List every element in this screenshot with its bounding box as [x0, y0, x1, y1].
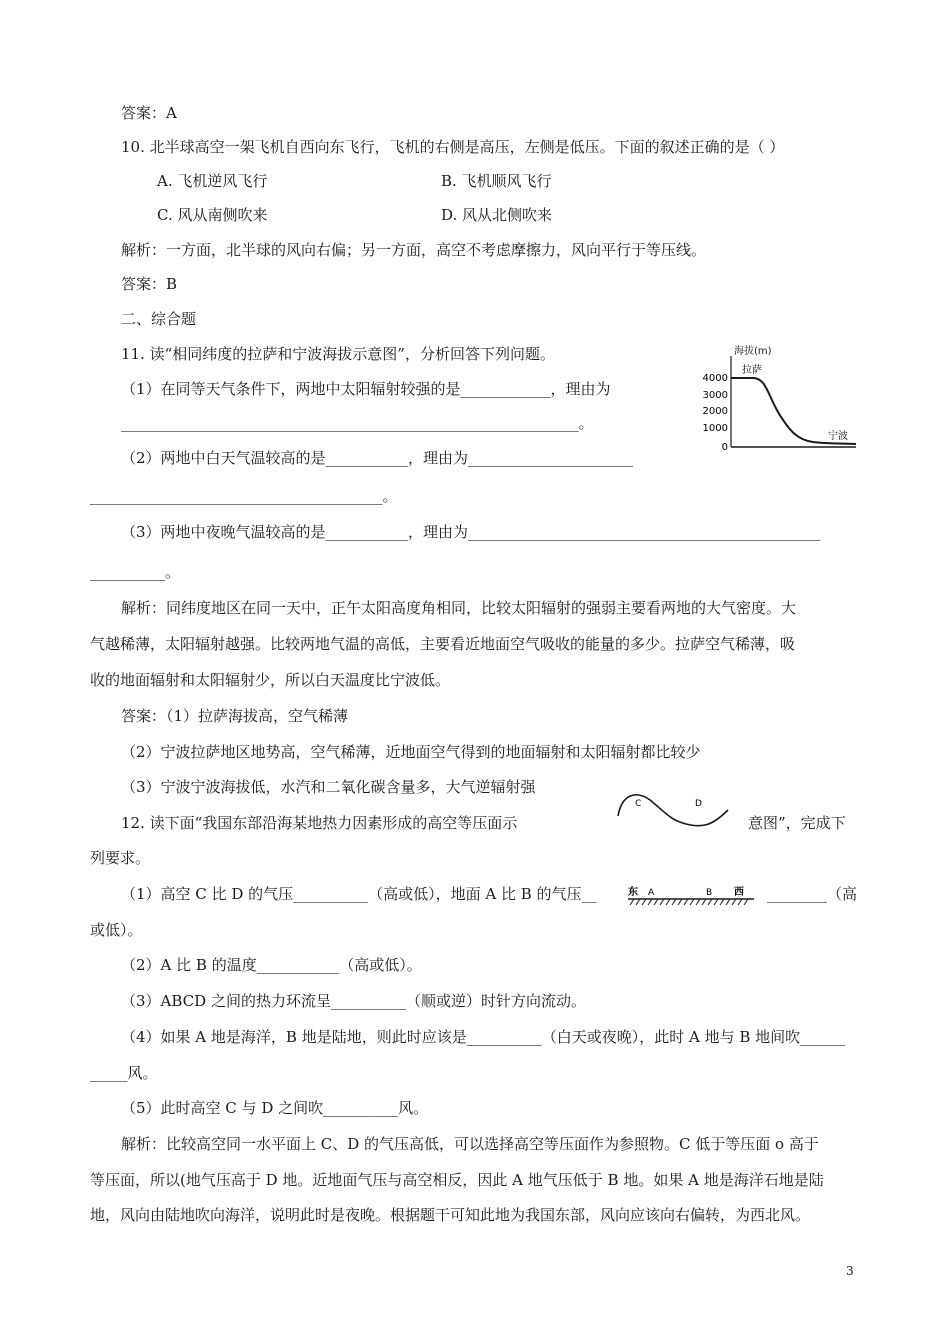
q12-part5: （5）此时高空 C 与 D 之间吹__________风。: [121, 1099, 429, 1117]
q11-part2: （2）两地中白天气温较高的是___________，理由为______________________: [121, 449, 634, 467]
q11-part2-cont: _______________________________________。: [90, 487, 398, 505]
q9-answer: 答案：A: [121, 104, 177, 122]
q11-analysis-line: 解析：同纬度地区在同一天中，正午太阳高度角相同，比较太阳辐射的强弱主要看两地的大气密度。大: [121, 599, 797, 617]
q10-analysis: 解析：一方面，北半球的风向右偏；另一方面，高空不考虑摩擦力，风向平行于等压线。: [121, 241, 707, 259]
ningbo-label: 宁波: [828, 431, 848, 442]
y-axis-label: 海拔(m): [734, 346, 772, 357]
q10-stem: 10. 北半球高空一架飞机自西向东飞行，飞机的右侧是高压，左侧是低压。下面的叙述正确的是（ ）: [121, 138, 785, 156]
ground-diagram: [626, 883, 761, 907]
isobar-diagram: [610, 786, 740, 836]
q12-part4-cont: _____风。: [90, 1064, 158, 1082]
q10-answer: 答案：B: [121, 275, 178, 293]
q12-analysis-line: 等压面，所以(地气压高于 D 地。近地面气压与高空相反，因此 A 地气压低于 B 地。如果 A 地是海洋石地是陆: [90, 1171, 824, 1189]
q12-part1-right: ________（高: [767, 885, 858, 903]
q10-option-b: B. 飞机顺风飞行: [441, 172, 552, 190]
section-title: 二、综合题: [121, 310, 197, 328]
label-east: 东: [628, 887, 638, 898]
q12-part1-left: （1）高空 C 比 D 的气压__________（高或低），地面 A 比 B 的气压__: [121, 885, 597, 903]
label-west: 西: [734, 887, 744, 898]
lhasa-label: 拉萨: [742, 365, 762, 376]
page-number: 3: [846, 1264, 854, 1278]
q11-stem: 11. 读“相同纬度的拉萨和宁波海拔示意图”，分析回答下列问题。: [121, 345, 555, 363]
q12-analysis-line: 解析：比较高空同一水平面上 C、D 的气压高低，可以选择高空等压面作为参照物。C 低于等压面 o 高于: [121, 1135, 819, 1153]
q11-part3-cont: __________。: [90, 563, 181, 581]
label-d: D: [695, 799, 702, 809]
q12-part3: （3）ABCD 之间的热力环流呈__________（顺或逆）时针方向流动。: [121, 992, 586, 1010]
q11-analysis-line: 收的地面辐射和太阳辐射少，所以白天温度比宁波低。: [90, 671, 451, 689]
q11-answer-line: （3）宁波宁波海拔低，水汽和二氧化碳含量多，大气逆辐射强: [121, 778, 536, 796]
q12-part1-cont: 或低）。: [90, 921, 143, 939]
tick-label: 2000: [702, 406, 728, 417]
label-b: B: [706, 888, 713, 898]
q12-stem-left: 12. 读下面“我国东部沿海某地热力因素形成的高空等压面示: [121, 814, 518, 832]
label-a: A: [648, 888, 655, 898]
q12-part2: （2）A 比 B 的温度___________（高或低）。: [121, 956, 422, 974]
q12-part4: （4）如果 A 地是海洋，B 地是陆地，则此时应该是__________（白天或夜晚），此时 A 地与 B 地间吹______: [121, 1028, 846, 1046]
q12-stem-right: 意图”，完成下: [748, 814, 846, 832]
tick-label: 4000: [702, 373, 728, 384]
ground-hatching: [630, 899, 748, 905]
elevation-diagram: [698, 340, 868, 455]
q11-answer-line: （2）宁波拉萨地区地势高，空气稀薄，近地面空气得到的地面辐射和太阳辐射都比较少: [121, 743, 701, 761]
tick-label: 1000: [702, 423, 728, 434]
tick-label: 0: [721, 442, 728, 453]
label-c: C: [635, 799, 642, 809]
q10-option-d: D. 风从北侧吹来: [441, 206, 553, 224]
q10-option-c: C. 风从南侧吹来: [157, 206, 268, 224]
q12-analysis-line: 地，风向由陆地吹向海洋，说明此时是夜晚。根据题干可知此地为我国东部，风向应该向右偏转，为西北风。: [90, 1206, 811, 1224]
q11-part3: （3）两地中夜晚气温较高的是___________，理由为_______________________________________________: [121, 523, 821, 541]
q11-analysis-line: 气越稀薄，太阳辐射越强。比较两地气温的高低，主要看近地面空气吸收的能量的多少。拉萨空气稀薄，吸: [90, 635, 796, 653]
q12-stem-cont: 列要求。: [90, 849, 151, 867]
q11-part1: （1）在同等天气条件下，两地中太阳辐射较强的是____________，理由为: [121, 380, 611, 398]
q11-answer-line: 答案：（1）拉萨海拔高，空气稀薄: [121, 707, 349, 725]
tick-label: 3000: [702, 390, 728, 401]
q10-option-a: A. 飞机逆风飞行: [157, 172, 268, 190]
q11-part1-cont: _____________________________________________________________。: [121, 414, 594, 432]
